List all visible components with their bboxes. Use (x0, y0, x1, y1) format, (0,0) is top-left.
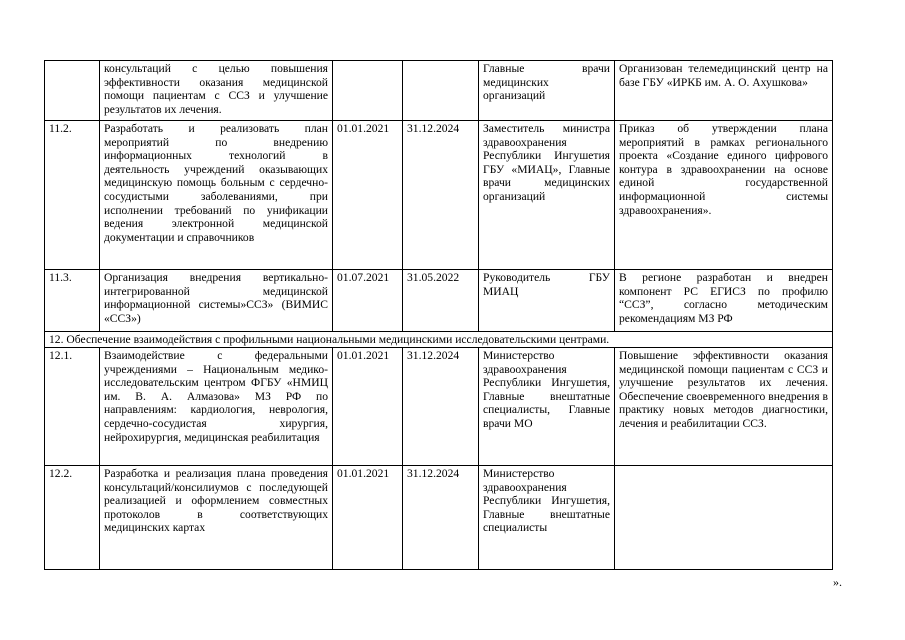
end-date-cell: 31.05.2022 (403, 270, 479, 332)
end-date-cell: 31.12.2024 (403, 121, 479, 270)
row-number: 12.2. (45, 466, 100, 570)
action-cell: консультаций с целью повышения эффективности оказания медицинской помощи пациентам с ССЗ и улучшение результатов их лечения. (100, 61, 333, 121)
start-date-cell: 01.01.2021 (333, 466, 403, 570)
result-cell: Повышение эффективности оказания медицинской помощи пациентам с ССЗ и улучшение результатов их лечения. Обеспечение своевременного внедрения в практику новых методов диагностики, лечения и реабилитации ССЗ. (615, 348, 833, 466)
result-cell (615, 466, 833, 570)
row-number: 12.1. (45, 348, 100, 466)
action-cell: Организация внедрения вертикально-интегрированной медицинской информационной системы»ССЗ» (ВИМИС «ССЗ») (100, 270, 333, 332)
closing-quote: ». (833, 575, 842, 589)
responsible-cell: Заместитель министра здравоохранения Республики Ингушетия ГБУ «МИАЦ», Главные врачи медицинских организаций (479, 121, 615, 270)
start-date-cell: 01.01.2021 (333, 121, 403, 270)
responsible-cell: Министерство здравоохранения Республики Ингушетия, Главные внештатные специалисты, Главные врачи МО (479, 348, 615, 466)
action-cell: Взаимодействие с федеральными учреждениями – Национальным медико-исследовательским центром ФГБУ «НМИЦ им. В. А. Алмазова» МЗ РФ по направлениям: кардиология, неврология, сердечно-сосудистая хирургия, нейрохирургия, медицинская реабилитация (100, 348, 333, 466)
start-date-cell: 01.01.2021 (333, 348, 403, 466)
section-row (45, 332, 833, 348)
start-date-cell: 01.07.2021 (333, 270, 403, 332)
end-date-cell (403, 61, 479, 121)
start-date-cell (333, 61, 403, 121)
result-cell: Организован телемедицинский центр на базе ГБУ «ИРКБ им. А. О. Ахушкова» (615, 61, 833, 121)
table-row (45, 121, 833, 270)
end-date-cell: 31.12.2024 (403, 348, 479, 466)
table-row (45, 348, 833, 466)
row-number: 11.3. (45, 270, 100, 332)
action-cell: Разработать и реализовать план мероприятий по внедрению информационных технологий в деятельность учреждений оказывающих медицинскую помощь больным с сердечно-сосудистыми заболеваниями, при исполнении требований по унификации ведения электронной медицинской документации и справочников (100, 121, 333, 270)
action-cell: Разработка и реализация плана проведения консультаций/консилиумов с последующей реализацией и оформлением совместных протоколов в соответствующих медицинских картах (100, 466, 333, 570)
result-cell: Приказ об утверждении плана мероприятий в рамках регионального проекта «Создание единого цифрового контура в здравоохранении на основе единой государственной информационной системы здравоохранения». (615, 121, 833, 270)
responsible-cell: Министерство здравоохранения Республики Ингушетия, Главные внештатные специалисты (479, 466, 615, 570)
end-date-cell: 31.12.2024 (403, 466, 479, 570)
result-cell: В регионе разработан и внедрен компонент РС ЕГИСЗ по профилю “ССЗ”, согласно методическим рекомендациям МЗ РФ (615, 270, 833, 332)
row-number: 11.2. (45, 121, 100, 270)
measures-table (44, 60, 833, 570)
table-row (45, 61, 833, 121)
responsible-cell: Главные врачи медицинских организаций (479, 61, 615, 121)
row-number (45, 61, 100, 121)
section-heading: 12. Обеспечение взаимодействия с профильными национальными медицинскими исследовательскими центрами. (45, 332, 833, 348)
table-row (45, 466, 833, 570)
table-row (45, 270, 833, 332)
responsible-cell: Руководитель ГБУ МИАЦ (479, 270, 615, 332)
